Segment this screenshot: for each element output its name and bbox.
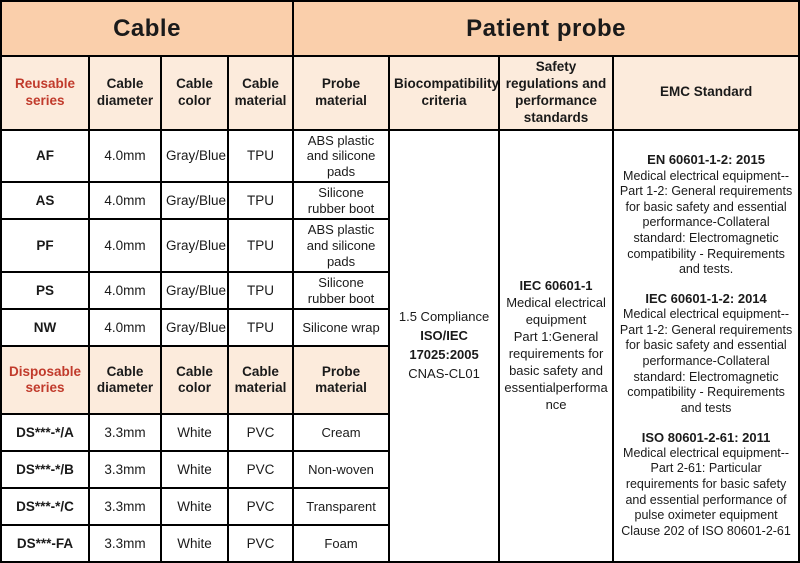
diameter-cell: 4.0mm — [89, 130, 161, 183]
col-header-reusable-series: Reusable series — [1, 56, 89, 130]
safety-regulations-cell — [499, 130, 613, 563]
emc-standard-title: EN 60601-1-2: 2015 — [647, 152, 765, 168]
color-cell: Gray/Blue — [161, 182, 228, 219]
color-cell: White — [161, 488, 228, 525]
probe-material-cell: Silicone wrap — [293, 309, 389, 346]
safety-line: Medical electrical equipment — [506, 295, 606, 328]
probe-material-cell: Silicone rubber boot — [293, 272, 389, 309]
diameter-cell: 3.3mm — [89, 488, 161, 525]
series-cell: DS***-FA — [1, 525, 89, 562]
probe-material-cell: ABS plastic and silicone pads — [293, 219, 389, 272]
series-cell: PF — [1, 219, 89, 272]
col-header-cable-diameter: Cable diameter — [89, 346, 161, 414]
safety-standard-title: IEC 60601-1 — [519, 278, 593, 294]
series-cell: DS***-*/B — [1, 451, 89, 488]
biocompatibility-cnas: CNAS-CL01 — [408, 365, 480, 381]
series-cell: DS***-*/C — [1, 488, 89, 525]
reusable-header-row — [1, 56, 799, 130]
col-header-cable-material: Cable material — [228, 56, 293, 130]
probe-material-cell: Cream — [293, 414, 389, 451]
group-header-patient-probe: Patient probe — [293, 1, 799, 56]
color-cell: White — [161, 451, 228, 488]
col-header-safety-regulations: Safety regulations and performance standards — [499, 56, 613, 130]
series-cell: PS — [1, 272, 89, 309]
probe-material-cell: ABS plastic and silicone pads — [293, 130, 389, 183]
material-cell: TPU — [228, 219, 293, 272]
diameter-cell: 3.3mm — [89, 451, 161, 488]
color-cell: White — [161, 525, 228, 562]
color-cell: Gray/Blue — [161, 272, 228, 309]
series-cell: DS***-*/A — [1, 414, 89, 451]
material-cell: TPU — [228, 309, 293, 346]
emc-standard-title: ISO 80601-2-61: 2011 — [641, 429, 771, 445]
color-cell: White — [161, 414, 228, 451]
emc-standard-body: Medical electrical equipment--Part 1-2: General requirements for basic safety and essential performance-Collateral standard: Electromagnetic compatibility - Requirements and tests. — [619, 168, 793, 277]
series-cell: AS — [1, 182, 89, 219]
probe-material-cell: Foam — [293, 525, 389, 562]
material-cell: TPU — [228, 272, 293, 309]
biocompatibility-standard: ISO/IEC 17025:2005 — [409, 328, 479, 362]
diameter-cell: 3.3mm — [89, 414, 161, 451]
table-row-af — [1, 130, 799, 183]
group-header-cable: Cable — [1, 1, 293, 56]
diameter-cell: 4.0mm — [89, 182, 161, 219]
material-cell: TPU — [228, 130, 293, 183]
emc-standard-iec60601 — [618, 291, 794, 417]
emc-standard-clause: Clause 202 of ISO 80601-2-61 — [621, 523, 791, 538]
col-header-emc-standard: EMC Standard — [613, 56, 799, 130]
diameter-cell: 4.0mm — [89, 272, 161, 309]
biocompatibility-line: 1.5 Compliance — [398, 309, 490, 325]
emc-standard-en60601 — [618, 152, 794, 278]
material-cell: PVC — [228, 451, 293, 488]
emc-standard-iso80601 — [618, 430, 794, 540]
col-header-probe-material: Probe material — [293, 56, 389, 130]
col-header-probe-material: Probe material — [293, 346, 389, 414]
biocompatibility-cell — [389, 130, 499, 563]
col-header-cable-color: Cable color — [161, 346, 228, 414]
probe-material-cell: Non-woven — [293, 451, 389, 488]
diameter-cell: 4.0mm — [89, 219, 161, 272]
material-cell: PVC — [228, 525, 293, 562]
col-header-cable-material: Cable material — [228, 346, 293, 414]
color-cell: Gray/Blue — [161, 309, 228, 346]
material-cell: PVC — [228, 488, 293, 525]
col-header-disposable-series: Disposable series — [1, 346, 89, 414]
series-cell: NW — [1, 309, 89, 346]
probe-material-cell: Silicone rubber boot — [293, 182, 389, 219]
col-header-cable-diameter: Cable diameter — [89, 56, 161, 130]
material-cell: PVC — [228, 414, 293, 451]
safety-line: Part 1:General requirements for basic safety and essentialperformance — [504, 329, 608, 412]
color-cell: Gray/Blue — [161, 130, 228, 183]
series-cell: AF — [1, 130, 89, 183]
emc-standard-body: Medical electrical equipment--Part 2-61: Particular requirements for basic safety and essential performance of pulse oximeter equipment — [623, 445, 790, 523]
diameter-cell: 3.3mm — [89, 525, 161, 562]
col-header-biocompatibility: Biocompatibility criteria — [389, 56, 499, 130]
material-cell: TPU — [228, 182, 293, 219]
emc-standard-cell — [613, 130, 799, 563]
diameter-cell: 4.0mm — [89, 309, 161, 346]
col-header-cable-color: Cable color — [161, 56, 228, 130]
emc-standard-title: IEC 60601-1-2: 2014 — [645, 290, 767, 306]
probe-material-cell: Transparent — [293, 488, 389, 525]
color-cell: Gray/Blue — [161, 219, 228, 272]
group-header-row — [1, 1, 799, 56]
emc-standard-body: Medical electrical equipment--Part 1-2: General requirements for basic safety and essential performance-Collateral standard: Electromagnetic compatibility - Requirements and tests — [619, 307, 793, 415]
